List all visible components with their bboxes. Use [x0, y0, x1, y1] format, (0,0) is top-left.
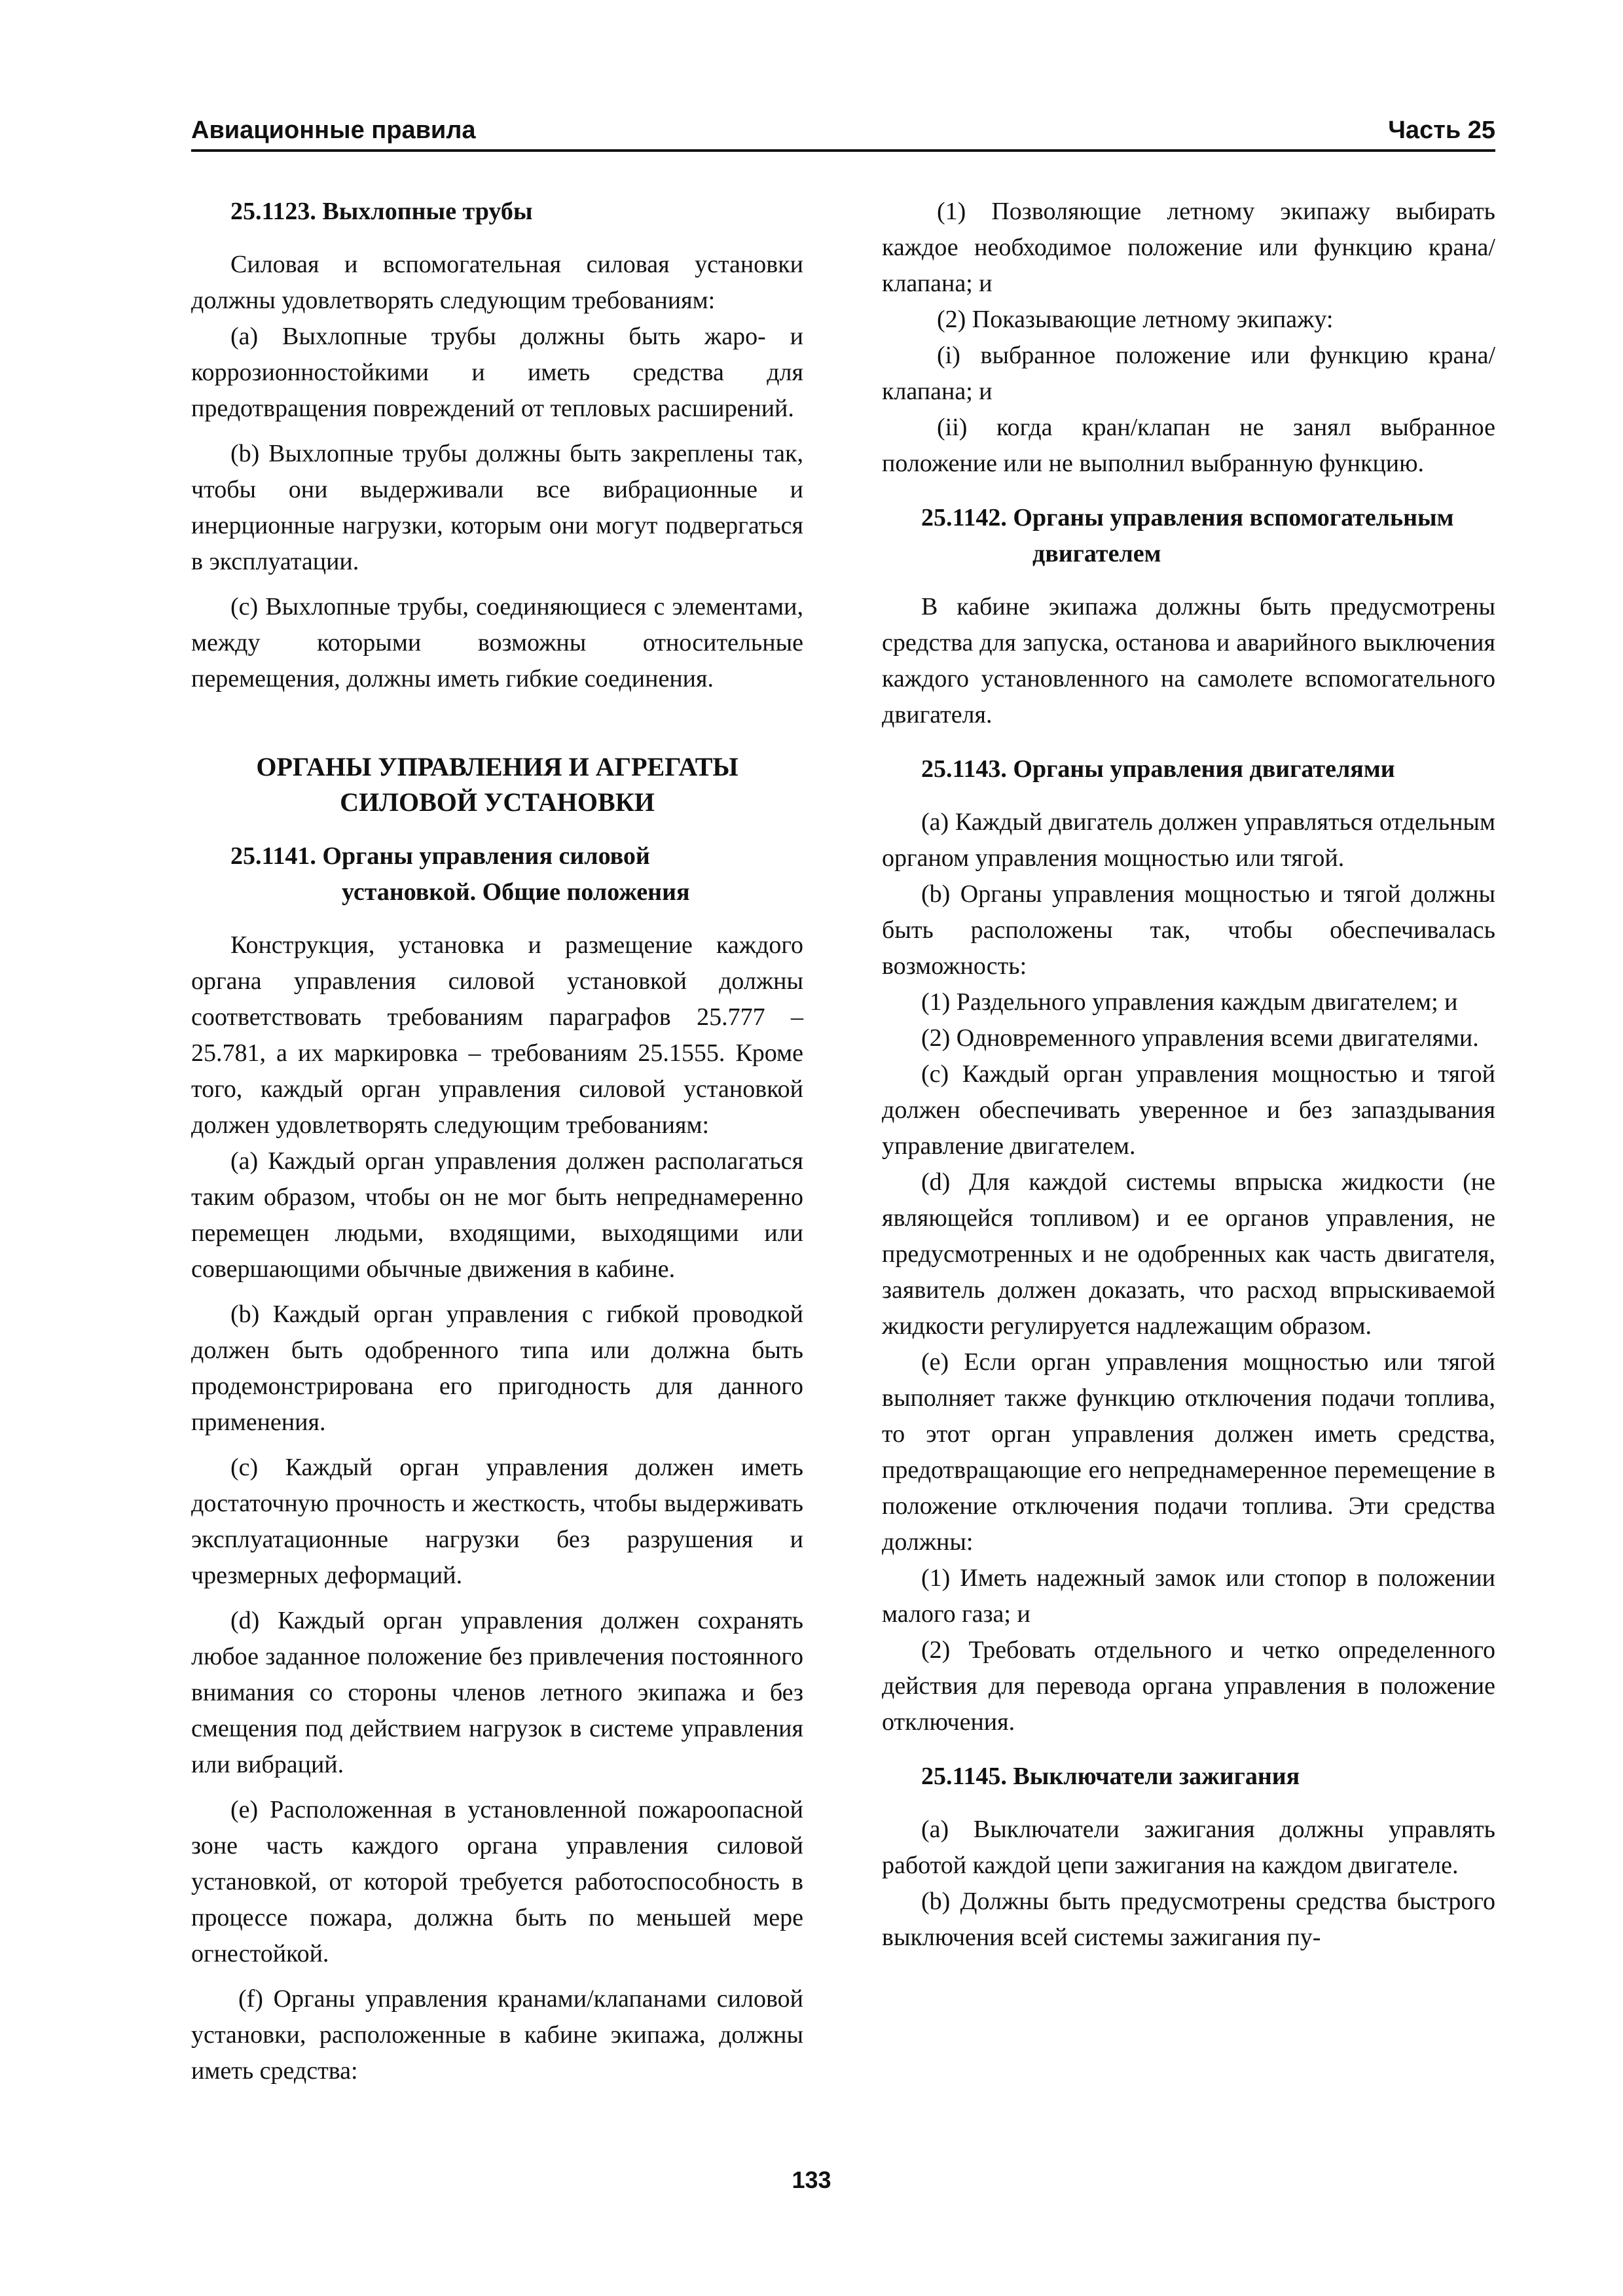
paragraph: (a) Каждый орган управления должен располагаться таким образом, чтобы он не мог быть непреднамеренно перемещен людьми, входящими, выходящими или совершающими обычные движения в кабине.: [191, 1147, 803, 1283]
paragraph: (c) Каждый орган управления мощностью и тягой должен обеспечивать уверенное и без запаздывания управление двигателем.: [882, 1060, 1495, 1160]
header-part: Часть 25: [1388, 117, 1495, 144]
left-column: [191, 194, 803, 2089]
heading-25-1141: [191, 838, 803, 910]
paragraph: (b) Должны быть предусмотрены средства быстрого выключения всей системы зажигания пу-: [882, 1888, 1495, 1951]
heading-25-1142: [882, 500, 1495, 572]
heading-line: двигателем: [1032, 540, 1161, 567]
section-title-line: СИЛОВОЙ УСТАНОВКИ: [340, 787, 655, 817]
section-title-line: ОРГАНЫ УПРАВЛЕНИЯ И АГРЕГАТЫ: [256, 752, 739, 781]
section-title: [191, 749, 803, 820]
paragraph: (d) Каждый орган управления должен сохранять любое заданное положение без привлечения постоянного внимания со стороны членов летного экипажа и без смещения под действием нагрузок в системе управления или вибраций.: [191, 1607, 803, 1778]
paragraph: (e) Расположенная в установленной пожароопасной зоне часть каждого органа управления силовой установкой, от которой требуется работоспособность в процессе пожара, должна быть по меньшей мере огнестойкой.: [191, 1796, 803, 1967]
paragraph: (c) Выхлопные трубы, соединяющиеся с элементами, между которыми возможны относительные перемещения, должны иметь гибкие соединения.: [191, 593, 803, 692]
paragraph: (2) Одновременного управления всеми двигателями.: [921, 1024, 1479, 1052]
paragraph: Конструкция, установка и размещение каждого органа управления силовой установкой должны соответствовать требованиям параграфов 25.777 – 25.781, а их маркировка – требованиям 25.1555. Кроме того, каждый орган управления силовой установкой должен удовлетворять следующим требованиям:: [191, 931, 803, 1139]
paragraph: (2) Показывающие летному экипажу:: [937, 306, 1334, 333]
heading-line: 25.1141. Органы управления силовой: [230, 842, 650, 870]
paragraph: (i) выбранное положение или функцию крана/клапана; и: [882, 342, 1495, 405]
header-title: Авиационные правила: [191, 117, 476, 144]
heading-25-1123: 25.1123. Выхлопные трубы: [230, 198, 533, 225]
paragraph: (b) Каждый орган управления с гибкой проводкой должен быть одобренного типа или должна быть продемонстрирована его пригодность для данного применения.: [191, 1300, 803, 1436]
paragraph: В кабине экипажа должны быть предусмотрены средства для запуска, останова и аварийного выключения каждого установленного на самолете вспомогательного двигателя.: [882, 593, 1495, 728]
paragraph: (e) Если орган управления мощностью или тягой выполняет также функцию отключения подачи топлива, то этот орган управления должен иметь средства, предотвращающие его непреднамеренное перемещение в положение отключения подачи топлива. Эти средства должны:: [882, 1348, 1495, 1556]
right-column: [882, 194, 1495, 1956]
paragraph: (f) Органы управления кранами/клапанами силовой установки, расположенные в кабине экипажа, должны иметь средства:: [191, 1985, 803, 2085]
page-number: 133: [792, 2166, 831, 2193]
heading-25-1145: 25.1145. Выключатели зажигания: [921, 1763, 1300, 1790]
paragraph: (b) Выхлопные трубы должны быть закреплены так, чтобы они выдерживали все вибрационные и инерционные нагрузки, которым они могут подвергаться в эксплуатации.: [191, 440, 803, 575]
paragraph: Силовая и вспомогательная силовая установки должны удовлетворять следующим требованиям:: [191, 251, 803, 314]
paragraph: (b) Органы управления мощностью и тягой должны быть расположены так, чтобы обеспечивалась возможность:: [882, 880, 1495, 980]
heading-line: 25.1142. Органы управления вспомогательным: [921, 504, 1454, 531]
running-header: [191, 113, 1495, 149]
paragraph: (a) Каждый двигатель должен управляться отдельным органом управления мощностью или тягой.: [882, 808, 1495, 872]
header-rule: [191, 149, 1495, 152]
heading-25-1143: 25.1143. Органы управления двигателями: [921, 755, 1395, 783]
paragraph: (a) Выключатели зажигания должны управлять работой каждой цепи зажигания на каждом двигателе.: [882, 1816, 1495, 1879]
paragraph: (1) Иметь надежный замок или стопор в положении малого газа; и: [882, 1564, 1495, 1628]
paragraph: (c) Каждый орган управления должен иметь достаточную прочность и жесткость, чтобы выдерживать эксплуатационные нагрузки без разрушения и чрезмерных деформаций.: [191, 1454, 803, 1589]
paragraph: (a) Выхлопные трубы должны быть жаро- и коррозионностойкими и иметь средства для предотвращения повреждений от тепловых расширений.: [191, 323, 803, 422]
paragraph: (1) Раздельного управления каждым двигателем; и: [921, 988, 1458, 1016]
paragraph: (2) Требовать отдельного и четко определенного действия для перевода органа управления в положение отключения.: [882, 1636, 1495, 1736]
heading-line: установкой. Общие положения: [342, 878, 690, 906]
paragraph: (d) Для каждой системы впрыска жидкости (не являющейся топливом) и ее органов управления, не предусмотренных и не одобренных как часть двигателя, заявитель должен доказать, что расход впрыскиваемой жидкости регулируется надлежащим образом.: [882, 1168, 1495, 1340]
paragraph: (1) Позволяющие летному экипажу выбирать каждое необходимое положение или функцию крана/клапана; и: [882, 198, 1495, 297]
paragraph: (ii) когда кран/клапан не занял выбранное положение или не выполнил выбранную функцию.: [882, 414, 1495, 477]
